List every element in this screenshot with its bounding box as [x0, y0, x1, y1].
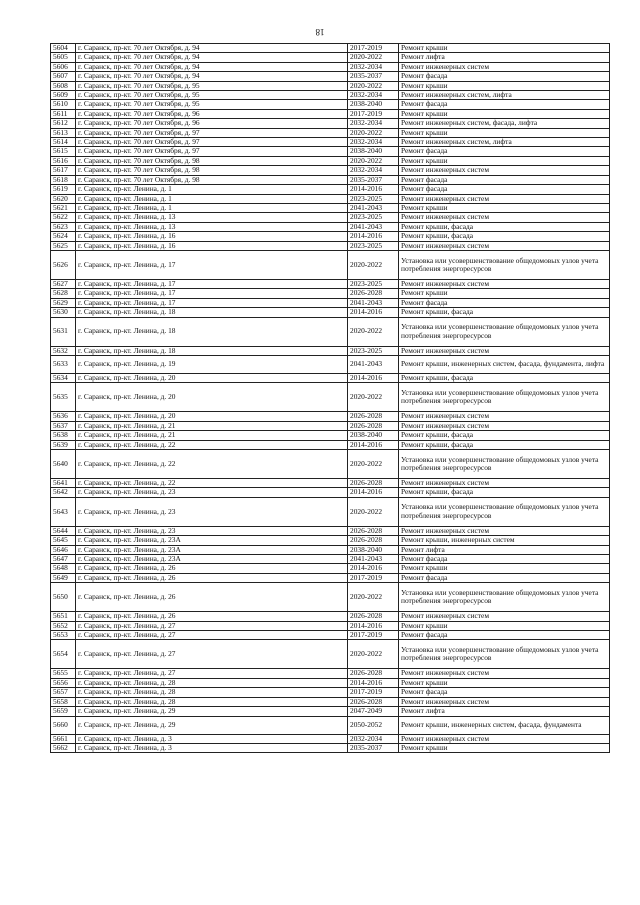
address-cell: г. Саранск, пр-кт. Ленина, д. 29: [76, 716, 348, 734]
period-cell: 2032-2034: [348, 734, 399, 743]
row-number-cell: 5637: [51, 421, 76, 430]
table-row: [51, 156, 610, 165]
table-row: [51, 545, 610, 554]
address-cell: г. Саранск, пр-кт. Ленина, д. 16: [76, 232, 348, 241]
table-row: [51, 298, 610, 307]
row-number-cell: 5641: [51, 479, 76, 488]
period-cell: 2020-2022: [348, 450, 399, 479]
period-cell: 2023-2025: [348, 241, 399, 250]
period-cell: 2041-2043: [348, 298, 399, 307]
row-number-cell: 5659: [51, 707, 76, 716]
work-type-cell: Ремонт фасада: [399, 175, 610, 184]
work-type-cell: Установка или усовершенствование общедомовых узлов учета потребления энергоресурсов: [399, 640, 610, 669]
table-row: [51, 450, 610, 479]
table-row: [51, 355, 610, 373]
period-cell: 2032-2034: [348, 62, 399, 71]
address-cell: г. Саранск, пр-кт. Ленина, д. 17: [76, 289, 348, 298]
row-number-cell: 5640: [51, 450, 76, 479]
period-cell: 2020-2022: [348, 497, 399, 526]
table-row: [51, 203, 610, 212]
work-type-cell: Установка или усовершенствование общедомовых узлов учета потребления энергоресурсов: [399, 317, 610, 346]
table-row: [51, 536, 610, 545]
period-cell: 2032-2034: [348, 119, 399, 128]
table-row: [51, 72, 610, 81]
row-number-cell: 5621: [51, 203, 76, 212]
period-cell: 2020-2022: [348, 640, 399, 669]
work-type-cell: Ремонт фасада: [399, 573, 610, 582]
period-cell: 2017-2019: [348, 44, 399, 53]
row-number-cell: 5619: [51, 185, 76, 194]
table-row: [51, 317, 610, 346]
period-cell: 2035-2037: [348, 743, 399, 752]
address-cell: г. Саранск, пр-кт. Ленина, д. 23: [76, 488, 348, 497]
period-cell: 2017-2019: [348, 109, 399, 118]
row-number-cell: 5642: [51, 488, 76, 497]
work-type-cell: Установка или усовершенствование общедомовых узлов учета потребления энергоресурсов: [399, 383, 610, 412]
row-number-cell: 5624: [51, 232, 76, 241]
table-row: [51, 279, 610, 288]
table-row: [51, 128, 610, 137]
row-number-cell: 5636: [51, 412, 76, 421]
address-cell: г. Саранск, пр-кт. Ленина, д. 21: [76, 421, 348, 430]
row-number-cell: 5622: [51, 213, 76, 222]
row-number-cell: 5645: [51, 536, 76, 545]
work-type-cell: Ремонт инженерных систем: [399, 697, 610, 706]
period-cell: 2020-2022: [348, 383, 399, 412]
work-type-cell: Ремонт фасада: [399, 72, 610, 81]
table-row: [51, 147, 610, 156]
address-cell: г. Саранск, пр-кт. Ленина, д. 28: [76, 678, 348, 687]
period-cell: 2014-2016: [348, 232, 399, 241]
row-number-cell: 5648: [51, 564, 76, 573]
row-number-cell: 5618: [51, 175, 76, 184]
period-cell: 2014-2016: [348, 308, 399, 317]
period-cell: 2041-2043: [348, 222, 399, 231]
row-number-cell: 5653: [51, 631, 76, 640]
work-type-cell: Ремонт фасада: [399, 688, 610, 697]
work-type-cell: Ремонт крыши: [399, 44, 610, 53]
row-number-cell: 5644: [51, 526, 76, 535]
row-number-cell: 5638: [51, 431, 76, 440]
table-row: [51, 640, 610, 669]
address-cell: г. Саранск, пр-кт. Ленина, д. 22: [76, 450, 348, 479]
row-number-cell: 5629: [51, 298, 76, 307]
table-row: [51, 346, 610, 355]
row-number-cell: 5655: [51, 669, 76, 678]
work-type-cell: Ремонт инженерных систем: [399, 213, 610, 222]
row-number-cell: 5647: [51, 555, 76, 564]
address-cell: г. Саранск, пр-кт. Ленина, д. 23А: [76, 536, 348, 545]
work-type-cell: Ремонт крыши: [399, 109, 610, 118]
row-number-cell: 5611: [51, 109, 76, 118]
row-number-cell: 5604: [51, 44, 76, 53]
address-cell: г. Саранск, пр-кт. Ленина, д. 1: [76, 194, 348, 203]
row-number-cell: 5662: [51, 743, 76, 752]
address-cell: г. Саранск, пр-кт. Ленина, д. 17: [76, 298, 348, 307]
address-cell: г. Саранск, пр-кт. Ленина, д. 26: [76, 573, 348, 582]
address-cell: г. Саранск, пр-кт. Ленина, д. 20: [76, 412, 348, 421]
row-number-cell: 5634: [51, 373, 76, 382]
row-number-cell: 5649: [51, 573, 76, 582]
row-number-cell: 5639: [51, 440, 76, 449]
table-row: [51, 194, 610, 203]
table-row: [51, 716, 610, 734]
work-type-cell: Ремонт крыши: [399, 203, 610, 212]
table-row: [51, 573, 610, 582]
row-number-cell: 5628: [51, 289, 76, 298]
period-cell: 2032-2034: [348, 138, 399, 147]
address-cell: г. Саранск, пр-кт. 70 лет Октября, д. 94: [76, 44, 348, 53]
work-type-cell: Ремонт фасада: [399, 555, 610, 564]
row-number-cell: 5652: [51, 621, 76, 630]
address-cell: г. Саранск, пр-кт. 70 лет Октября, д. 97: [76, 128, 348, 137]
table-row: [51, 688, 610, 697]
row-number-cell: 5626: [51, 250, 76, 279]
table-row: [51, 431, 610, 440]
period-cell: 2020-2022: [348, 317, 399, 346]
work-type-cell: Ремонт лифта: [399, 545, 610, 554]
work-type-cell: Ремонт инженерных систем, фасада, лифта: [399, 119, 610, 128]
work-type-cell: Ремонт крыши, фасада: [399, 431, 610, 440]
work-type-cell: Ремонт крыши: [399, 743, 610, 752]
period-cell: 2014-2016: [348, 564, 399, 573]
period-cell: 2032-2034: [348, 91, 399, 100]
table-row: [51, 497, 610, 526]
address-cell: г. Саранск, пр-кт. 70 лет Октября, д. 94: [76, 53, 348, 62]
period-cell: 2038-2040: [348, 147, 399, 156]
row-number-cell: 5620: [51, 194, 76, 203]
address-cell: г. Саранск, пр-кт. Ленина, д. 18: [76, 317, 348, 346]
work-type-cell: Ремонт фасада: [399, 185, 610, 194]
work-type-cell: Ремонт инженерных систем: [399, 734, 610, 743]
address-cell: г. Саранск, пр-кт. Ленина, д. 18: [76, 308, 348, 317]
period-cell: 2026-2028: [348, 479, 399, 488]
address-cell: г. Саранск, пр-кт. Ленина, д. 17: [76, 250, 348, 279]
address-cell: г. Саранск, пр-кт. Ленина, д. 27: [76, 621, 348, 630]
address-cell: г. Саранск, пр-кт. Ленина, д. 26: [76, 583, 348, 612]
page-number: 18: [315, 27, 325, 37]
work-type-cell: Ремонт лифта: [399, 53, 610, 62]
period-cell: 2014-2016: [348, 440, 399, 449]
table-row: [51, 488, 610, 497]
work-type-cell: Установка или усовершенствование общедомовых узлов учета потребления энергоресурсов: [399, 450, 610, 479]
period-cell: 2026-2028: [348, 536, 399, 545]
work-type-cell: Установка или усовершенствование общедомовых узлов учета потребления энергоресурсов: [399, 497, 610, 526]
work-type-cell: Ремонт крыши, фасада: [399, 488, 610, 497]
period-cell: 2038-2040: [348, 431, 399, 440]
row-number-cell: 5632: [51, 346, 76, 355]
row-number-cell: 5617: [51, 166, 76, 175]
table-row: [51, 62, 610, 71]
row-number-cell: 5606: [51, 62, 76, 71]
address-cell: г. Саранск, пр-кт. Ленина, д. 18: [76, 346, 348, 355]
table-row: [51, 241, 610, 250]
address-cell: г. Саранск, пр-кт. Ленина, д. 22: [76, 479, 348, 488]
period-cell: 2014-2016: [348, 185, 399, 194]
address-cell: г. Саранск, пр-кт. Ленина, д. 23А: [76, 545, 348, 554]
work-type-cell: Ремонт крыши, фасада: [399, 222, 610, 231]
row-number-cell: 5627: [51, 279, 76, 288]
address-cell: г. Саранск, пр-кт. 70 лет Октября, д. 96: [76, 119, 348, 128]
work-type-cell: Ремонт крыши: [399, 621, 610, 630]
address-cell: г. Саранск, пр-кт. Ленина, д. 21: [76, 431, 348, 440]
table-row: [51, 678, 610, 687]
period-cell: 2047-2049: [348, 707, 399, 716]
table-row: [51, 526, 610, 535]
work-type-cell: Ремонт крыши, фасада: [399, 232, 610, 241]
table-row: [51, 421, 610, 430]
work-type-cell: Ремонт крыши: [399, 564, 610, 573]
address-cell: г. Саранск, пр-кт. Ленина, д. 28: [76, 688, 348, 697]
period-cell: 2050-2052: [348, 716, 399, 734]
row-number-cell: 5615: [51, 147, 76, 156]
table-row: [51, 175, 610, 184]
period-cell: 2020-2022: [348, 53, 399, 62]
row-number-cell: 5607: [51, 72, 76, 81]
row-number-cell: 5657: [51, 688, 76, 697]
period-cell: 2014-2016: [348, 678, 399, 687]
address-cell: г. Саранск, пр-кт. 70 лет Октября, д. 97: [76, 138, 348, 147]
period-cell: 2014-2016: [348, 621, 399, 630]
table-row: [51, 383, 610, 412]
period-cell: 2023-2025: [348, 346, 399, 355]
table-row: [51, 440, 610, 449]
row-number-cell: 5609: [51, 91, 76, 100]
work-type-cell: Ремонт крыши, фасада: [399, 308, 610, 317]
work-type-cell: Ремонт инженерных систем: [399, 241, 610, 250]
row-number-cell: 5610: [51, 100, 76, 109]
row-number-cell: 5616: [51, 156, 76, 165]
row-number-cell: 5623: [51, 222, 76, 231]
address-cell: г. Саранск, пр-кт. Ленина, д. 20: [76, 383, 348, 412]
address-cell: г. Саранск, пр-кт. Ленина, д. 26: [76, 612, 348, 621]
work-type-cell: Ремонт инженерных систем: [399, 62, 610, 71]
address-cell: г. Саранск, пр-кт. Ленина, д. 3: [76, 743, 348, 752]
period-cell: 2020-2022: [348, 250, 399, 279]
address-cell: г. Саранск, пр-кт. Ленина, д. 1: [76, 203, 348, 212]
row-number-cell: 5625: [51, 241, 76, 250]
table-row: [51, 81, 610, 90]
work-type-cell: Ремонт инженерных систем: [399, 612, 610, 621]
address-cell: г. Саранск, пр-кт. 70 лет Октября, д. 97: [76, 147, 348, 156]
work-type-cell: Ремонт инженерных систем: [399, 166, 610, 175]
period-cell: 2026-2028: [348, 421, 399, 430]
address-cell: г. Саранск, пр-кт. 70 лет Октября, д. 96: [76, 109, 348, 118]
work-type-cell: Ремонт инженерных систем, лифта: [399, 91, 610, 100]
table-row: [51, 289, 610, 298]
address-cell: г. Саранск, пр-кт. Ленина, д. 29: [76, 707, 348, 716]
period-cell: 2023-2025: [348, 279, 399, 288]
address-cell: г. Саранск, пр-кт. Ленина, д. 19: [76, 355, 348, 373]
period-cell: 2026-2028: [348, 412, 399, 421]
row-number-cell: 5646: [51, 545, 76, 554]
period-cell: 2026-2028: [348, 697, 399, 706]
address-cell: г. Саранск, пр-кт. Ленина, д. 16: [76, 241, 348, 250]
work-type-cell: Ремонт инженерных систем: [399, 669, 610, 678]
address-cell: г. Саранск, пр-кт. Ленина, д. 27: [76, 640, 348, 669]
period-cell: 2026-2028: [348, 526, 399, 535]
row-number-cell: 5661: [51, 734, 76, 743]
work-type-cell: Ремонт фасада: [399, 147, 610, 156]
address-cell: г. Саранск, пр-кт. Ленина, д. 3: [76, 734, 348, 743]
period-cell: 2035-2037: [348, 72, 399, 81]
work-type-cell: Ремонт крыши, инженерных систем, фасада, фундамента: [399, 716, 610, 734]
work-type-cell: Ремонт инженерных систем: [399, 346, 610, 355]
address-cell: г. Саранск, пр-кт. Ленина, д. 23: [76, 526, 348, 535]
row-number-cell: 5630: [51, 308, 76, 317]
work-type-cell: Установка или усовершенствование общедомовых узлов учета потребления энергоресурсов: [399, 250, 610, 279]
address-cell: г. Саранск, пр-кт. 70 лет Октября, д. 95: [76, 81, 348, 90]
table-row: [51, 232, 610, 241]
period-cell: 2041-2043: [348, 355, 399, 373]
table-row: [51, 138, 610, 147]
table-row: [51, 308, 610, 317]
period-cell: 2017-2019: [348, 688, 399, 697]
work-type-cell: Ремонт крыши: [399, 156, 610, 165]
work-type-cell: Ремонт фасада: [399, 100, 610, 109]
period-cell: 2041-2043: [348, 555, 399, 564]
work-type-cell: Установка или усовершенствование общедомовых узлов учета потребления энергоресурсов: [399, 583, 610, 612]
address-cell: г. Саранск, пр-кт. Ленина, д. 20: [76, 373, 348, 382]
period-cell: 2020-2022: [348, 156, 399, 165]
table-row: [51, 100, 610, 109]
row-number-cell: 5631: [51, 317, 76, 346]
row-number-cell: 5651: [51, 612, 76, 621]
period-cell: 2017-2019: [348, 573, 399, 582]
period-cell: 2038-2040: [348, 100, 399, 109]
row-number-cell: 5654: [51, 640, 76, 669]
table-row: [51, 631, 610, 640]
work-type-cell: Ремонт крыши, инженерных систем, фасада, фундамента, лифта: [399, 355, 610, 373]
period-cell: 2014-2016: [348, 488, 399, 497]
work-type-cell: Ремонт крыши: [399, 289, 610, 298]
work-type-cell: Ремонт инженерных систем: [399, 421, 610, 430]
address-cell: г. Саранск, пр-кт. Ленина, д. 28: [76, 697, 348, 706]
row-number-cell: 5643: [51, 497, 76, 526]
period-cell: 2026-2028: [348, 669, 399, 678]
table-row: [51, 612, 610, 621]
address-cell: г. Саранск, пр-кт. 70 лет Октября, д. 94: [76, 62, 348, 71]
work-type-cell: Ремонт инженерных систем: [399, 526, 610, 535]
table-row: [51, 250, 610, 279]
address-cell: г. Саранск, пр-кт. Ленина, д. 13: [76, 213, 348, 222]
row-number-cell: 5660: [51, 716, 76, 734]
period-cell: 2023-2025: [348, 213, 399, 222]
table-row: [51, 734, 610, 743]
row-number-cell: 5656: [51, 678, 76, 687]
work-type-cell: Ремонт фасада: [399, 631, 610, 640]
row-number-cell: 5612: [51, 119, 76, 128]
period-cell: 2041-2043: [348, 203, 399, 212]
address-cell: г. Саранск, пр-кт. Ленина, д. 13: [76, 222, 348, 231]
repair-schedule-table: [50, 43, 610, 753]
address-cell: г. Саранск, пр-кт. 70 лет Октября, д. 94: [76, 72, 348, 81]
address-cell: г. Саранск, пр-кт. Ленина, д. 26: [76, 564, 348, 573]
work-type-cell: Ремонт инженерных систем: [399, 279, 610, 288]
row-number-cell: 5650: [51, 583, 76, 612]
table-row: [51, 213, 610, 222]
period-cell: 2017-2019: [348, 631, 399, 640]
work-type-cell: Ремонт фасада: [399, 298, 610, 307]
period-cell: 2026-2028: [348, 289, 399, 298]
row-number-cell: 5613: [51, 128, 76, 137]
work-type-cell: Ремонт инженерных систем: [399, 194, 610, 203]
address-cell: г. Саранск, пр-кт. Ленина, д. 23: [76, 497, 348, 526]
table-body: [51, 44, 610, 753]
table-row: [51, 91, 610, 100]
address-cell: г. Саранск, пр-кт. Ленина, д. 22: [76, 440, 348, 449]
work-type-cell: Ремонт лифта: [399, 707, 610, 716]
period-cell: 2014-2016: [348, 373, 399, 382]
address-cell: г. Саранск, пр-кт. 70 лет Октября, д. 98: [76, 175, 348, 184]
work-type-cell: Ремонт инженерных систем, лифта: [399, 138, 610, 147]
period-cell: 2032-2034: [348, 166, 399, 175]
row-number-cell: 5614: [51, 138, 76, 147]
table-row: [51, 412, 610, 421]
period-cell: 2020-2022: [348, 81, 399, 90]
work-type-cell: Ремонт крыши: [399, 128, 610, 137]
address-cell: г. Саранск, пр-кт. 70 лет Октября, д. 95: [76, 100, 348, 109]
work-type-cell: Ремонт крыши, фасада: [399, 373, 610, 382]
work-type-cell: Ремонт крыши: [399, 81, 610, 90]
table-row: [51, 44, 610, 53]
period-cell: 2038-2040: [348, 545, 399, 554]
period-cell: 2020-2022: [348, 583, 399, 612]
row-number-cell: 5608: [51, 81, 76, 90]
table-row: [51, 119, 610, 128]
work-type-cell: Ремонт крыши, инженерных систем: [399, 536, 610, 545]
row-number-cell: 5635: [51, 383, 76, 412]
address-cell: г. Саранск, пр-кт. Ленина, д. 17: [76, 279, 348, 288]
table-row: [51, 707, 610, 716]
row-number-cell: 5605: [51, 53, 76, 62]
address-cell: г. Саранск, пр-кт. 70 лет Октября, д. 98: [76, 166, 348, 175]
work-type-cell: Ремонт инженерных систем: [399, 479, 610, 488]
table-row: [51, 53, 610, 62]
table-row: [51, 185, 610, 194]
row-number-cell: 5658: [51, 697, 76, 706]
table-row: [51, 479, 610, 488]
address-cell: г. Саранск, пр-кт. Ленина, д. 27: [76, 631, 348, 640]
address-cell: г. Саранск, пр-кт. Ленина, д. 1: [76, 185, 348, 194]
table-row: [51, 564, 610, 573]
address-cell: г. Саранск, пр-кт. Ленина, д. 23А: [76, 555, 348, 564]
period-cell: 2026-2028: [348, 612, 399, 621]
table-row: [51, 166, 610, 175]
work-type-cell: Ремонт инженерных систем: [399, 412, 610, 421]
table-row: [51, 669, 610, 678]
address-cell: г. Саранск, пр-кт. Ленина, д. 27: [76, 669, 348, 678]
period-cell: 2020-2022: [348, 128, 399, 137]
table-row: [51, 583, 610, 612]
table-row: [51, 697, 610, 706]
table-row: [51, 373, 610, 382]
period-cell: 2035-2037: [348, 175, 399, 184]
address-cell: г. Саранск, пр-кт. 70 лет Октября, д. 95: [76, 91, 348, 100]
period-cell: 2023-2025: [348, 194, 399, 203]
table-row: [51, 621, 610, 630]
row-number-cell: 5633: [51, 355, 76, 373]
table-row: [51, 109, 610, 118]
work-type-cell: Ремонт крыши: [399, 678, 610, 687]
work-type-cell: Ремонт крыши, фасада: [399, 440, 610, 449]
table-row: [51, 222, 610, 231]
table-row: [51, 743, 610, 752]
table-row: [51, 555, 610, 564]
address-cell: г. Саранск, пр-кт. 70 лет Октября, д. 98: [76, 156, 348, 165]
